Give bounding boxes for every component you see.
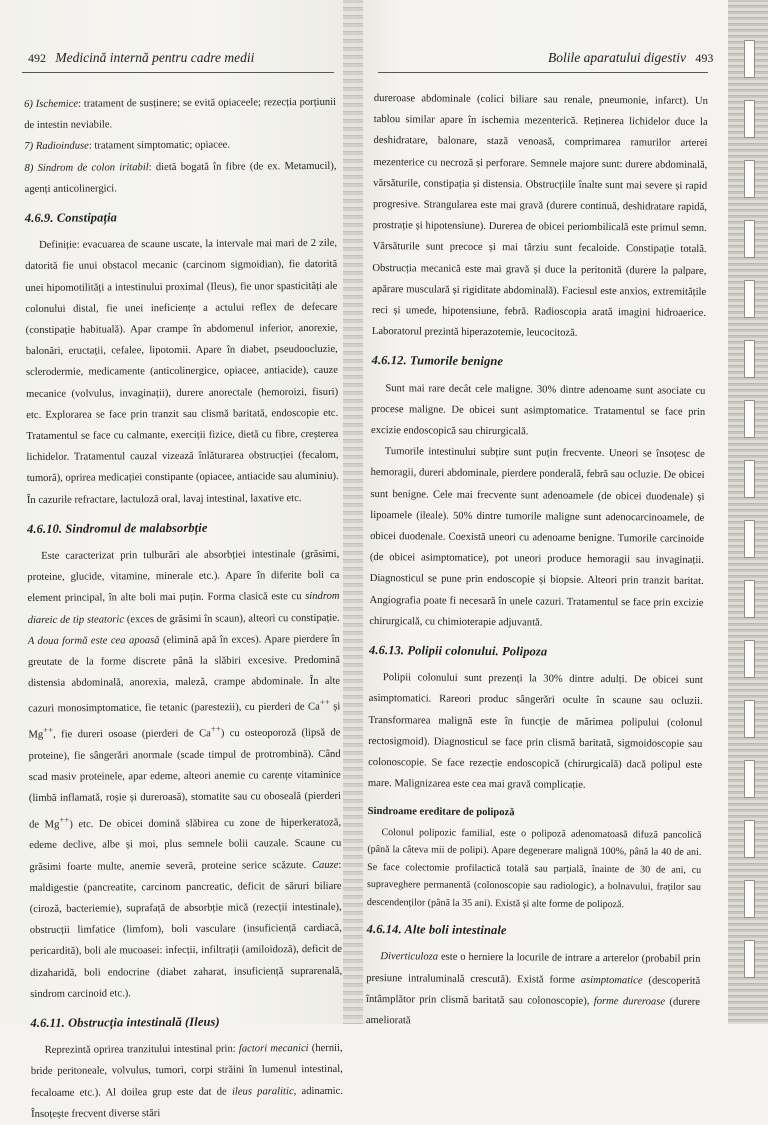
paragraph: dureroase abdominale (colici biliare sau renale, pneumonie, infarct). Un tablou similar apare în ischemia mezenterică. Reținerea lichidelor duce la deshidratare, balonare, stază venoasă, comprimarea ramurilor arterei mezenterice cu necroză și perforare. Semnele majore sunt: durere abdominală, vărsăturile, constipația și distensia. Obstrucțiile înalte sunt mai severe și rapid progresive. Strangularea este mai gravă (durere continuă, deshidratare rapidă, prostrație și hipotensiune). Durerea de obicei periombilicală este primul semn. Vărsăturile sunt precoce și mai târziu sunt fecaloide. Constipație totală. Obstrucția mecanică este mai gravă și duce la peritonită (durere la palpare, apărare musculară și rigiditate abdominală). Faciesul este anxios, extremitățile reci și umede, hipotensiune, febră. Radioscopia arată imagini hidroaerice. Laboratorul prezintă hiperazotemie, leucocitoză. [371, 92, 708, 340]
left-page-number: 492 [28, 51, 46, 65]
sprocket-hole [744, 220, 755, 258]
section-heading: 4.6.13. Polipii colonului. Polipoza [369, 643, 548, 659]
left-header-rule [22, 72, 334, 73]
left-running-title: Medicină internă pentru cadre medii [55, 50, 255, 65]
paragraph: Tumorile intestinului subțire sunt puțin frecvente. Uneori se însoțesc de hemoragii, dureri abdominale, pierdere ponderală, febră sau ocluzie. De obicei sunt benigne. Cele mai frecvente sunt adenoamele (de obicei duodenale) și lipoamele (ileale). 50% dintre tumorile maligne sunt adenocarcinoamele, de obicei duodenale. Coexistă uneori cu adenoame benigne. Tumorile carcinoide (de obicei asimptomatice), pot uneori produce hemoragii sau invaginații. Diagnosticul se pune prin endoscopie și biopsie. Alteori prin tranzit baritat. Angiografia poate fi necesară în unele cazuri. Tratamentul se face prin excizie chirurgicală, cu chimioterapie adjuvantă. [369, 446, 705, 629]
left-running-header [22, 50, 254, 66]
paragraph: 8) Sindrom de colon iritabil: dietă bogată în fibre (de ex. Metamucil), agenți anticolinergici. [24, 160, 337, 195]
sprocket-hole [744, 460, 755, 498]
section-heading: 4.6.14. Alte boli intestinale [366, 922, 507, 938]
right-header-rule [378, 72, 708, 73]
sprocket-hole [744, 820, 755, 858]
sprocket-hole [744, 280, 755, 318]
left-page-body [24, 92, 343, 1125]
book-gutter [343, 0, 363, 1024]
right-page-number: 493 [695, 51, 714, 65]
subsection-heading: Sindroame ereditare de polipoză [367, 805, 515, 818]
sprocket-hole [744, 700, 755, 738]
sprocket-hole [744, 760, 755, 798]
paragraph: 6) Ischemice: tratament de susținere; se evită opiaceele; rezecția porțiunii de intestin neviabile. [24, 96, 337, 132]
section-heading: 4.6.12. Tumorile benigne [371, 353, 504, 369]
sprocket-hole [744, 580, 755, 618]
paragraph: Colonul polipozic familial, este o polipoză adenomatoasă difuză pancolică (până la câteva mii de polipi). Apare degenerare malignă 100%, până la 40 de ani. Se face colectomie profilactică totală sau parțială, înainte de 30 de ani, cu supraveghere permanentă (colonoscopie sau radiologic), a bolnavului, fraților sau descendenților (până la 35 ani). Există și alte forme de polipoză. [366, 826, 702, 910]
paragraph: Polipii colonului sunt prezenți la 30% dintre adulți. De obicei sunt asimptomatici. Rareori produc sângerări oculte în scaune sau ocluzii. Transformarea malignă este în funcție de mărimea polipului (colonul rectosigmoid). Diagnosticul se face prin clismă baritată, sigmoidoscopie sau colonoscopie. Se face rezecție endoscopică (chirurgicală) dacă polipul este mare. Malignizarea este cea mai gravă complicație. [367, 672, 703, 792]
sprocket-hole [744, 40, 755, 78]
paragraph: Este caracterizat prin tulburări ale absorbției intestinale (grăsimi, proteine, glucide, vitamine, minerale etc.). Apare în diferite boli ca element principal, în alte boli mai puțin. Forma clasică este cu sindrom diareic de tip steatoric (exces de grăsimi în scaun), alteori cu constipație. A doua formă este cea apoasă (elimină apă în exces). Apare pierdere în greutate de la forme discrete până la slăbiri excesive. Predomină distensia abdominală, anorexia, maleză, crampe abdominale. În alte cazuri monosimptomatice, fie tetanic (parestezii), cu pierderi de Ca++ și Mg++, fie dureri osoase (pierderi de Ca++) cu osteoporoză (lipsă de proteine), fie sângerări anormale (scade timpul de protrombină). Când scad masiv proteinele, apar edeme, alteori anemie cu carențe vitaminice (limbă inflamată, roșie și dureroasă), stomatite sau cu oboseală (pierderi de Mg++) etc. De obicei domină slăbirea cu zone de hiperkeratoză, edeme declive, albe și moi, plus semnele bolii cauzale. Scaune cu grăsimi foarte multe, anemie severă, proteine serice scăzute. Cauze: maldigestie (pancreatite, carcinom pancreatic, deficit de săruri biliare (ciroză, bacteriemie), suprafață de absorbție mică (rezecții intestinale), obstrucții limfatice (limfom), boli vasculare (insuficiență cardiacă, pericardită), boli ale mucoasei: infecții, infiltrații (amiloidoză), deficit de dizaharidă, boli endocrine (diabet zaharat, insuficiență suprarenală, sindrom carcinoid etc.). [27, 548, 343, 1000]
sprocket-hole [744, 400, 755, 438]
section-heading: 4.6.9. Constipația [24, 210, 118, 226]
sprocket-hole [744, 940, 755, 978]
sprocket-hole [744, 640, 755, 678]
section-heading: 4.6.10. Sindromul de malabsorbție [26, 520, 208, 536]
film-strip-edge [728, 0, 768, 1024]
paragraph: Reprezintă oprirea tranzitului intestinal prin: factori mecanici (hernii, bride peritoneale, volvulus, tumori, corpi străini în lumenul intestinal, fecaloame etc.). Al doilea grup este dat de ileus paralitic, adinamic. Însoțește frecvent diverse stări [30, 1042, 344, 1120]
right-page-body [366, 88, 708, 1034]
sprocket-hole [744, 100, 755, 138]
paragraph: Sunt mai rare decât cele maligne. 30% dintre adenoame sunt asociate cu procese maligne. De obicei sunt asimptomatice. Tratamentul se face prin excizie endoscopică sau chirurgicală. [370, 382, 706, 438]
paragraph: Diverticuloza este o herniere la locurile de intrare a arterelor (probabil prin presiune intraluminală crescută). Există forme asimptomatice (descoperită întâmplător prin clismă baritată sau colonoscopie), forme dureroase (durere ameliorată [365, 951, 701, 1027]
paragraph: Definiție: evacuarea de scaune uscate, la intervale mai mari de 2 zile, datorită fie unui obstacol mecanic (carcinom sigmoidian), fie datorită unei hipomotilități a intestinului proximal (Ileus), fie unor spasticități ale colonului distal, fie unei ineficiențe a actului reflex de defecare (constipație habituală). Apar crampe în abdomenul inferior, anorexie, balonări, eructații, cefalee, lipotomii. Apare în diabet, pseudoocluzie, sclerodermie, medicamente (anticolinergice, opiacee, antiacide), cauze mecanice (volvulus, invaginații), durere anorectale (hemoroizi, fisuri) etc. Explorarea se face prin tranzit sau clismă baritată, endoscopie etc. Tratamentul se face cu calmante, exerciții fizice, dietă cu fibre, creșterea lichidelor. Tratamentul cauzal vizează înlăturarea obstrucției (fecalom, tumoră), oprirea medicației constipante (opiacee, antiacide sau aluminiu). În cazurile refractare, lactuloză oral, lavaj intestinal, laxative etc. [25, 238, 339, 506]
paragraph: 7) Radioinduse: tratament simptomatic; opiacee. [24, 139, 231, 153]
sprocket-hole [744, 340, 755, 378]
sprocket-hole [744, 880, 755, 918]
sprocket-hole [744, 160, 755, 198]
sprocket-hole [744, 520, 755, 558]
right-running-header [548, 50, 719, 66]
section-heading: 4.6.11. Obstrucția intestinală (Ileus) [30, 1014, 220, 1030]
right-running-title: Bolile aparatului digestiv [548, 50, 686, 65]
